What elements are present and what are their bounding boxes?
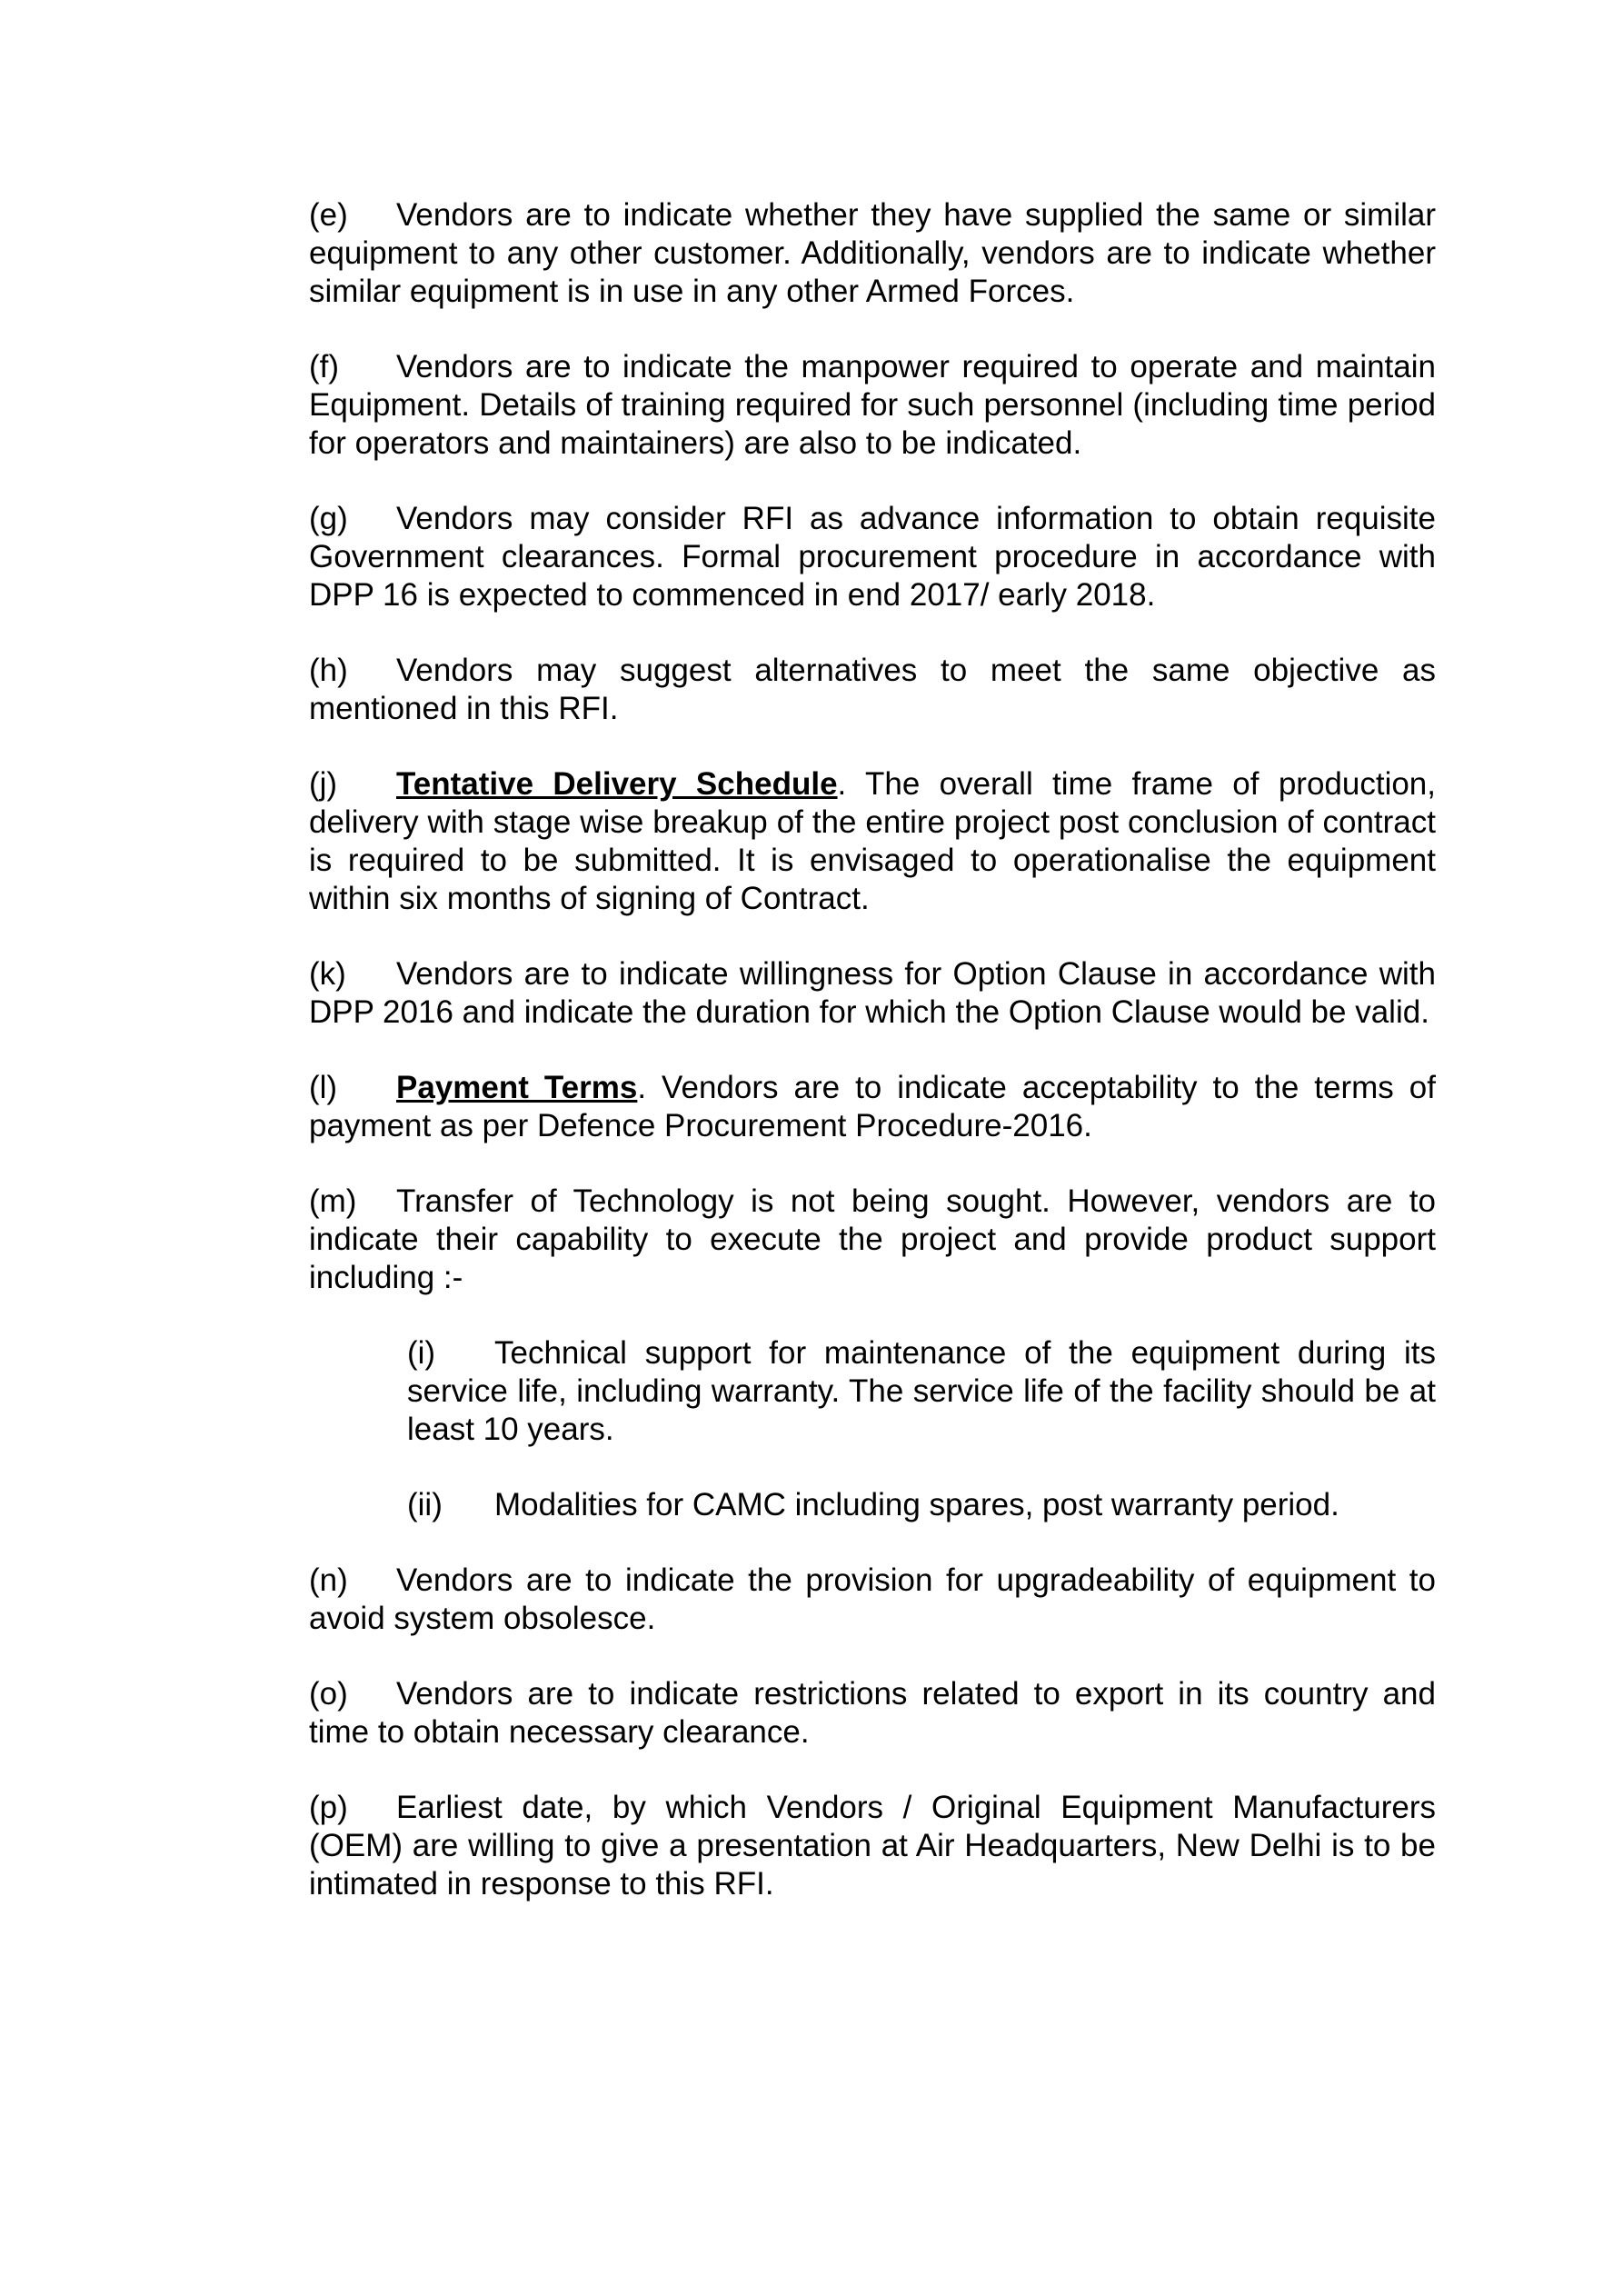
paragraph-text: Vendors are to indicate the manpower required to operate and maintain Equipment. Details of training required for such personnel (including time period for operators and maintainers) are also to be indicated. xyxy=(309,349,1436,461)
subparagraph-text: Modalities for CAMC including spares, post warranty period. xyxy=(494,1487,1339,1522)
paragraph-text: Vendors may suggest alternatives to meet the same objective as mentioned in this RFI. xyxy=(309,653,1436,726)
subparagraph-label: (i) xyxy=(407,1335,436,1371)
paragraph-l xyxy=(309,1069,1436,1145)
paragraph-f xyxy=(309,348,1436,463)
paragraph-heading: Payment Terms xyxy=(396,1070,638,1105)
subparagraph-text: Technical support for maintenance of the equipment during its service life, including warranty. The service life of the facility should be at least 10 years. xyxy=(407,1335,1436,1447)
paragraph-text: Vendors are to indicate whether they have supplied the same or similar equipment to any other customer. Additionally, vendors are to indicate whether similar equipment is in use in any other Armed Forces. xyxy=(309,197,1436,309)
paragraph-e xyxy=(309,196,1436,311)
subparagraph-ii xyxy=(407,1486,1436,1524)
paragraph-text: . The overall time frame of production, delivery with stage wise breakup of the entire project post conclusion of contract is required to be submitted. It is envisaged to operationalise the equipment within six months of signing of Contract. xyxy=(309,766,1436,916)
paragraph-p xyxy=(309,1789,1436,1903)
paragraph-o xyxy=(309,1675,1436,1752)
paragraph-n xyxy=(309,1562,1436,1638)
paragraph-label: (l) xyxy=(309,1070,338,1105)
paragraph-label: (j) xyxy=(309,766,338,802)
document-body xyxy=(309,196,1436,1941)
paragraph-label: (o) xyxy=(309,1676,348,1712)
paragraph-label: (f) xyxy=(309,349,340,384)
paragraph-k xyxy=(309,955,1436,1032)
paragraph-text: . Vendors are to indicate acceptability to the terms of payment as per Defence Procurement Procedure-2016. xyxy=(309,1070,1436,1143)
paragraph-text: Transfer of Technology is not being sought. However, vendors are to indicate their capability to execute the project and provide product support including :- xyxy=(309,1183,1436,1295)
paragraph-label: (g) xyxy=(309,501,348,536)
paragraph-label: (h) xyxy=(309,653,348,688)
paragraph-text: Vendors are to indicate willingness for Option Clause in accordance with DPP 2016 and indicate the duration for which the Option Clause would be valid. xyxy=(309,956,1436,1030)
paragraph-m xyxy=(309,1183,1436,1297)
paragraph-label: (p) xyxy=(309,1790,348,1825)
paragraph-heading: Tentative Delivery Schedule xyxy=(396,766,838,802)
subparagraph-i xyxy=(407,1334,1436,1449)
paragraph-label: (m) xyxy=(309,1183,357,1219)
paragraph-text: Vendors are to indicate the provision for upgradeability of equipment to avoid system obsolesce. xyxy=(309,1562,1436,1636)
subparagraph-label: (ii) xyxy=(407,1487,443,1522)
paragraph-h xyxy=(309,652,1436,728)
paragraph-j xyxy=(309,765,1436,918)
paragraph-text: Vendors may consider RFI as advance information to obtain requisite Government clearances. Formal procurement procedure in accordance with DPP 16 is expected to commenced in end 2017/ early 2018. xyxy=(309,501,1436,613)
paragraph-text: Earliest date, by which Vendors / Original Equipment Manufacturers (OEM) are willing to give a presentation at Air Headquarters, New Delhi is to be intimated in response to this RFI. xyxy=(309,1790,1436,1902)
paragraph-label: (n) xyxy=(309,1562,348,1598)
paragraph-text: Vendors are to indicate restrictions related to export in its country and time to obtain necessary clearance. xyxy=(309,1676,1436,1750)
paragraph-g xyxy=(309,500,1436,614)
paragraph-label: (k) xyxy=(309,956,346,992)
paragraph-label: (e) xyxy=(309,197,348,233)
